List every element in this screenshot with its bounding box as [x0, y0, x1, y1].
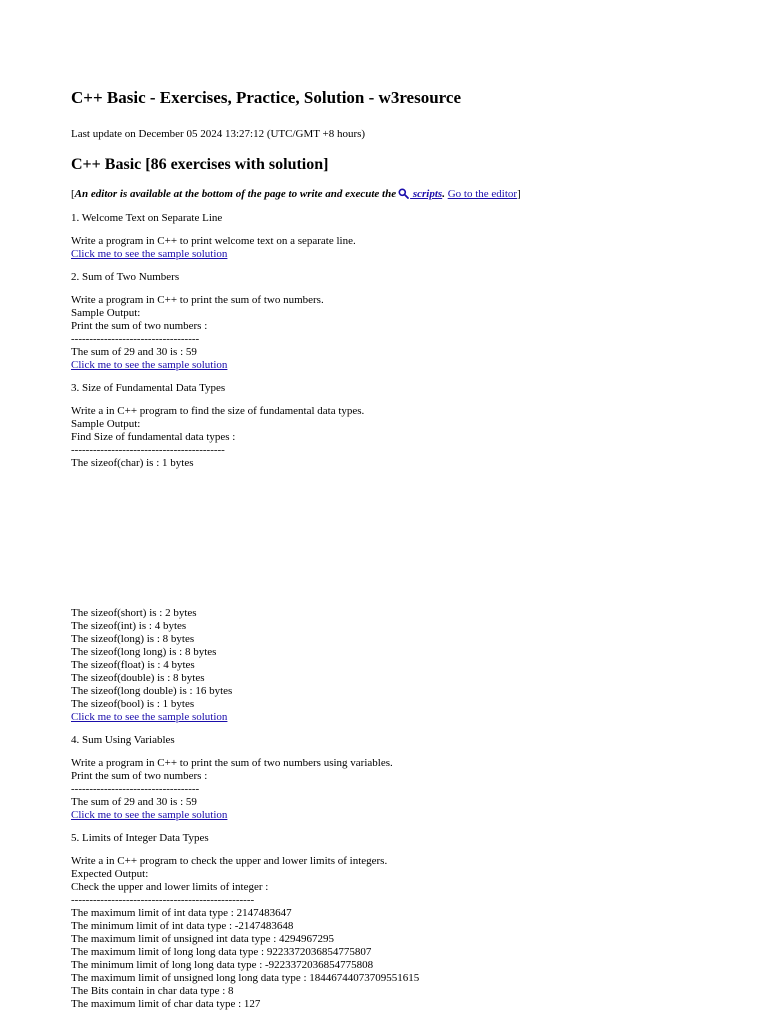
output-line: The Bits contain in char data type : 8	[71, 985, 234, 997]
output-line: Sample Output:	[71, 307, 141, 319]
exercise-description: Write a program in C++ to print the sum of two numbers using variables.	[71, 757, 393, 769]
output-line: The sizeof(long long) is : 8 bytes	[71, 646, 217, 658]
output-line: The sizeof(long double) is : 16 bytes	[71, 685, 233, 697]
exercise-description: Write a program in C++ to print welcome text on a separate line.	[71, 235, 356, 247]
search-icon	[398, 188, 409, 199]
close-bracket: ]	[517, 188, 521, 200]
exercise-item	[71, 271, 751, 372]
sample-solution-link[interactable]: Click me to see the sample solution	[71, 711, 228, 723]
scripts-link-text: scripts	[410, 188, 443, 200]
output-line: The maximum limit of int data type : 2147483647	[71, 907, 292, 919]
exercise-item	[71, 734, 751, 822]
divider-line: ------------------------------------------	[71, 444, 225, 456]
sample-solution-link[interactable]: Click me to see the sample solution	[71, 248, 228, 260]
output-line: The minimum limit of long long data type : -9223372036854775808	[71, 959, 374, 971]
exercise-title: 4. Sum Using Variables	[71, 734, 175, 746]
exercise-title: 3. Size of Fundamental Data Types	[71, 382, 226, 394]
output-line: Expected Output:	[71, 868, 149, 880]
exercise-item	[71, 382, 751, 724]
output-line: Sample Output:	[71, 418, 141, 430]
divider-line: -----------------------------------	[71, 783, 200, 795]
output-line: The maximum limit of long long data type : 9223372036854775807	[71, 946, 372, 958]
open-bracket: [	[71, 188, 75, 200]
divider-line: -----------------------------------	[71, 333, 200, 345]
output-line: The sizeof(long) is : 8 bytes	[71, 633, 195, 645]
output-line: The sizeof(short) is : 2 bytes	[71, 607, 197, 619]
output-line: Check the upper and lower limits of integer :	[71, 881, 269, 893]
exercise-item	[71, 832, 751, 1011]
blank-region	[71, 470, 751, 607]
editor-note	[71, 188, 521, 201]
output-line: The minimum limit of int data type : -2147483648	[71, 920, 294, 932]
exercise-description: Write a program in C++ to print the sum of two numbers.	[71, 294, 324, 306]
last-update-text: Last update on December 05 2024 13:27:12 (UTC/GMT +8 hours)	[71, 128, 366, 140]
sample-solution-link[interactable]: Click me to see the sample solution	[71, 809, 228, 821]
output-line: The sum of 29 and 30 is : 59	[71, 796, 197, 808]
exercise-list	[71, 212, 751, 1021]
exercise-title: 5. Limits of Integer Data Types	[71, 832, 209, 844]
output-line: The maximum limit of unsigned long long data type : 18446744073709551615	[71, 972, 420, 984]
divider-line: --------------------------------------------------	[71, 894, 255, 906]
output-line: Print the sum of two numbers :	[71, 320, 208, 332]
output-line: The sizeof(char) is : 1 bytes	[71, 457, 194, 469]
exercise-item	[71, 212, 751, 261]
period: .	[442, 188, 445, 200]
sample-solution-link[interactable]: Click me to see the sample solution	[71, 359, 228, 371]
section-title: C++ Basic [86 exercises with solution]	[71, 156, 329, 173]
output-line: The maximum limit of unsigned int data type : 4294967295	[71, 933, 335, 945]
scripts-link[interactable]	[410, 188, 442, 200]
output-line: Print the sum of two numbers :	[71, 770, 208, 782]
output-line: The sizeof(float) is : 4 bytes	[71, 659, 195, 671]
exercise-title: 2. Sum of Two Numbers	[71, 271, 180, 283]
output-line: The sum of 29 and 30 is : 59	[71, 346, 197, 358]
editor-note-text: An editor is available at the bottom of the page to write and execute the	[74, 188, 397, 200]
output-line: Find Size of fundamental data types :	[71, 431, 236, 443]
output-line: The sizeof(double) is : 8 bytes	[71, 672, 205, 684]
page-title: C++ Basic - Exercises, Practice, Solution - w3resource	[71, 88, 461, 107]
exercise-description: Write a in C++ program to check the upper and lower limits of integers.	[71, 855, 388, 867]
output-line: The sizeof(bool) is : 1 bytes	[71, 698, 195, 710]
output-line: The sizeof(int) is : 4 bytes	[71, 620, 187, 632]
output-line: The maximum limit of char data type : 127	[71, 998, 261, 1010]
go-to-editor-link[interactable]: Go to the editor	[447, 188, 518, 200]
exercise-title: 1. Welcome Text on Separate Line	[71, 212, 223, 224]
exercise-description: Write a in C++ program to find the size of fundamental data types.	[71, 405, 365, 417]
